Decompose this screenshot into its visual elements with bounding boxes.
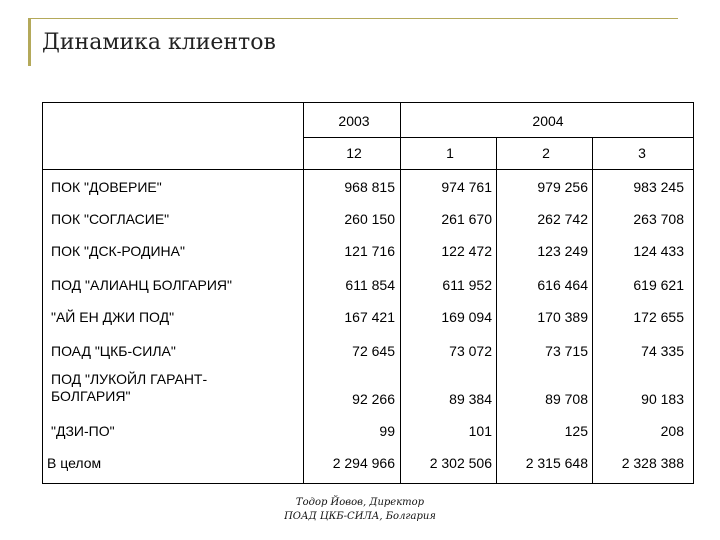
value-cell: 89 384 <box>449 391 492 407</box>
value-cell: 616 464 <box>537 277 588 293</box>
footer-credit <box>260 496 460 524</box>
row-label: ПОД "ЛУКОЙЛ ГАРАНТ-БОЛГАРИЯ" <box>51 371 208 404</box>
slide-title: Динамика клиентов <box>42 30 276 55</box>
month-header: 3 <box>638 145 646 161</box>
col-divider-2 <box>400 103 401 483</box>
value-cell: 89 708 <box>545 391 588 407</box>
value-cell: 263 708 <box>633 211 684 227</box>
col-divider-1 <box>303 103 304 483</box>
value-cell: 169 094 <box>441 309 492 325</box>
footer-author: Тодор Йовов, Директор <box>295 497 425 508</box>
value-cell: 90 183 <box>641 391 684 407</box>
value-cell: 2 302 506 <box>429 455 492 471</box>
month-header: 12 <box>346 145 362 161</box>
value-cell: 72 645 <box>352 343 395 359</box>
value-cell: 122 472 <box>441 243 492 259</box>
clients-table <box>42 102 694 484</box>
value-cell: 979 256 <box>537 179 588 195</box>
value-cell: 2 315 648 <box>525 455 588 471</box>
value-cell: 167 421 <box>344 309 395 325</box>
value-cell: 99 <box>379 423 395 439</box>
row-label: "АЙ ЕН ДЖИ ПОД" <box>51 309 175 325</box>
value-cell: 172 655 <box>633 309 684 325</box>
value-cell: 974 761 <box>441 179 492 195</box>
value-cell: 2 294 966 <box>332 455 395 471</box>
value-cell: 73 715 <box>545 343 588 359</box>
value-cell: 170 389 <box>537 309 588 325</box>
value-cell: 74 335 <box>641 343 684 359</box>
value-cell: 983 245 <box>633 179 684 195</box>
value-cell: 262 742 <box>537 211 588 227</box>
header-bottom-line <box>43 169 693 170</box>
value-cell: 611 952 <box>442 277 492 293</box>
frame-left-accent <box>28 18 31 66</box>
value-cell: 124 433 <box>633 243 684 259</box>
year-header-2004: 2004 <box>532 113 564 129</box>
header-divider <box>303 137 693 138</box>
value-cell: 611 854 <box>345 277 395 293</box>
value-cell: 123 249 <box>537 243 588 259</box>
row-label: ПОК "ДОВЕРИЕ" <box>51 179 162 195</box>
value-cell: 619 621 <box>633 277 684 293</box>
footer-organization: ПОАД ЦКБ-СИЛА, Болгария <box>284 511 436 522</box>
month-header: 2 <box>542 145 550 161</box>
value-cell: 73 072 <box>449 343 492 359</box>
value-cell: 92 266 <box>352 391 395 407</box>
col-divider-3 <box>496 137 497 483</box>
value-cell: 261 670 <box>441 211 492 227</box>
month-header: 1 <box>446 145 454 161</box>
col-divider-4 <box>592 137 593 483</box>
value-cell: 121 716 <box>344 243 395 259</box>
row-label: В целом <box>47 455 102 471</box>
row-label: "ДЗИ-ПО" <box>51 423 115 439</box>
value-cell: 125 <box>564 423 588 439</box>
frame-top-line <box>28 18 678 19</box>
row-label: ПОАД "ЦКБ-СИЛА" <box>51 343 176 359</box>
row-label: ПОК "ДСК-РОДИНА" <box>51 243 185 259</box>
value-cell: 2 328 388 <box>621 455 684 471</box>
value-cell: 208 <box>660 423 684 439</box>
row-label: ПОК "СОГЛАСИЕ" <box>51 211 170 227</box>
row-label: ПОД "АЛИАНЦ БОЛГАРИЯ" <box>51 277 232 293</box>
year-header-2003: 2003 <box>338 113 370 129</box>
value-cell: 260 150 <box>344 211 395 227</box>
value-cell: 101 <box>468 423 492 439</box>
value-cell: 968 815 <box>344 179 395 195</box>
